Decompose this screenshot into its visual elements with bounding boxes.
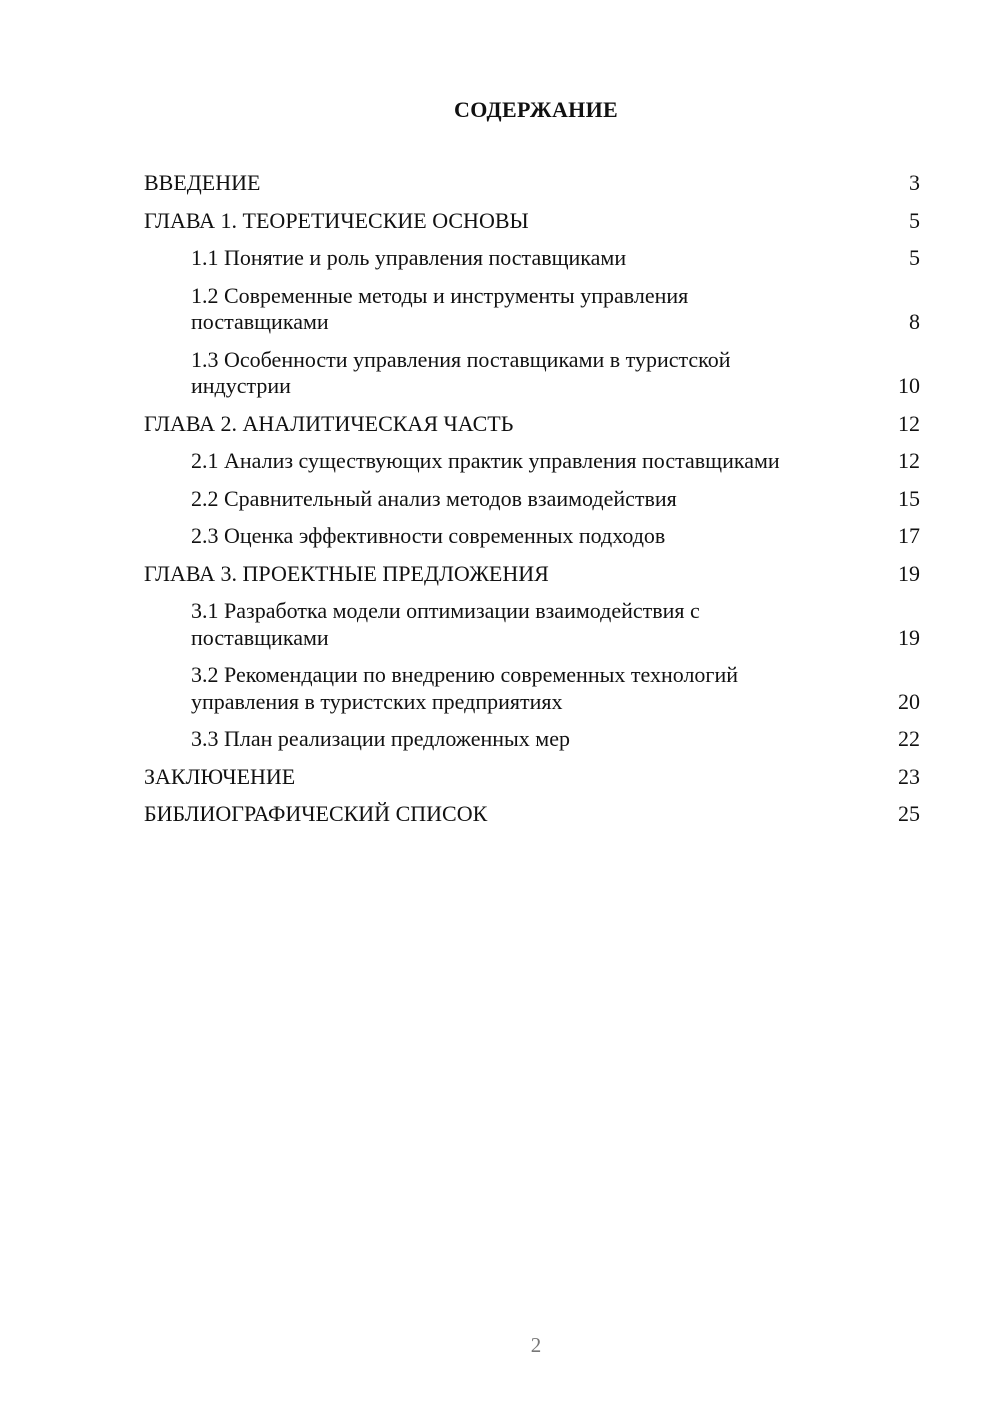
toc-entry-section-3-2 xyxy=(144,661,920,725)
toc-entry-conclusion xyxy=(144,763,920,801)
toc-entry-label: 2.2 Сравнительный анализ методов взаимодействия xyxy=(191,485,677,511)
toc-entry-page: 20 xyxy=(898,688,920,714)
toc-entry-chapter-2 xyxy=(144,410,920,448)
toc-entry-page: 19 xyxy=(898,560,920,586)
toc-entry-page: 8 xyxy=(909,309,920,334)
toc-entry-page: 22 xyxy=(898,726,920,751)
toc-entry-page: 15 xyxy=(898,485,920,511)
toc-entry-introduction xyxy=(144,169,920,207)
toc-entry-section-2-1 xyxy=(144,447,920,485)
toc-entry-bibliography xyxy=(144,800,920,838)
toc-entry-page: 5 xyxy=(909,245,920,270)
toc-entry-label: ГЛАВА 3. ПРОЕКТНЫЕ ПРЕДЛОЖЕНИЯ xyxy=(144,560,549,586)
toc-entry-chapter-1 xyxy=(144,207,920,245)
toc-entry-page: 10 xyxy=(898,373,920,398)
toc-entry-page: 23 xyxy=(898,763,920,789)
toc-entry-section-3-3 xyxy=(144,725,920,763)
toc-entry-page: 19 xyxy=(898,624,920,650)
toc-entry-page: 25 xyxy=(898,801,920,826)
toc-entry-page: 3 xyxy=(909,170,920,195)
toc-entry-label: БИБЛИОГРАФИЧЕСКИЙ СПИСОК xyxy=(144,801,488,826)
toc-entry-section-2-2 xyxy=(144,485,920,523)
toc-entry-page: 12 xyxy=(898,448,920,473)
table-of-contents xyxy=(144,169,920,838)
toc-entry-section-1-3 xyxy=(144,346,920,410)
toc-entry-page: 17 xyxy=(898,523,920,548)
toc-entry-section-1-1 xyxy=(144,244,920,282)
toc-entry-chapter-3 xyxy=(144,560,920,598)
toc-entry-label: 3.1 Разработка модели оптимизации взаимодействия с поставщиками xyxy=(191,598,700,650)
toc-entry-section-1-2 xyxy=(144,282,920,346)
toc-entry-label: 3.2 Рекомендации по внедрению современных технологий управления в туристских предприятиях xyxy=(191,662,739,714)
toc-entry-page: 12 xyxy=(898,410,920,436)
toc-entry-label: 1.1 Понятие и роль управления поставщиками xyxy=(191,245,627,270)
toc-entry-label: ВВЕДЕНИЕ xyxy=(144,170,261,195)
toc-entry-label: ГЛАВА 1. ТЕОРЕТИЧЕСКИЕ ОСНОВЫ xyxy=(144,207,529,233)
page-number: 2 xyxy=(530,1333,542,1357)
toc-entry-page: 5 xyxy=(909,207,920,233)
toc-entry-label: 1.2 Современные методы и инструменты управления поставщиками xyxy=(191,282,689,334)
toc-entry-section-2-3 xyxy=(144,522,920,560)
toc-entry-label: ЗАКЛЮЧЕНИЕ xyxy=(144,763,296,789)
toc-heading: СОДЕРЖАНИЕ xyxy=(454,97,618,122)
toc-entry-label: ГЛАВА 2. АНАЛИТИЧЕСКАЯ ЧАСТЬ xyxy=(144,410,514,436)
toc-entry-label: 2.3 Оценка эффективности современных подходов xyxy=(191,523,666,548)
toc-entry-label: 3.3 План реализации предложенных мер xyxy=(191,726,570,751)
toc-entry-label: 1.3 Особенности управления поставщиками в туристской индустрии xyxy=(191,346,731,398)
toc-entry-section-3-1 xyxy=(144,597,920,661)
toc-entry-label: 2.1 Анализ существующих практик управления поставщиками xyxy=(191,448,780,473)
